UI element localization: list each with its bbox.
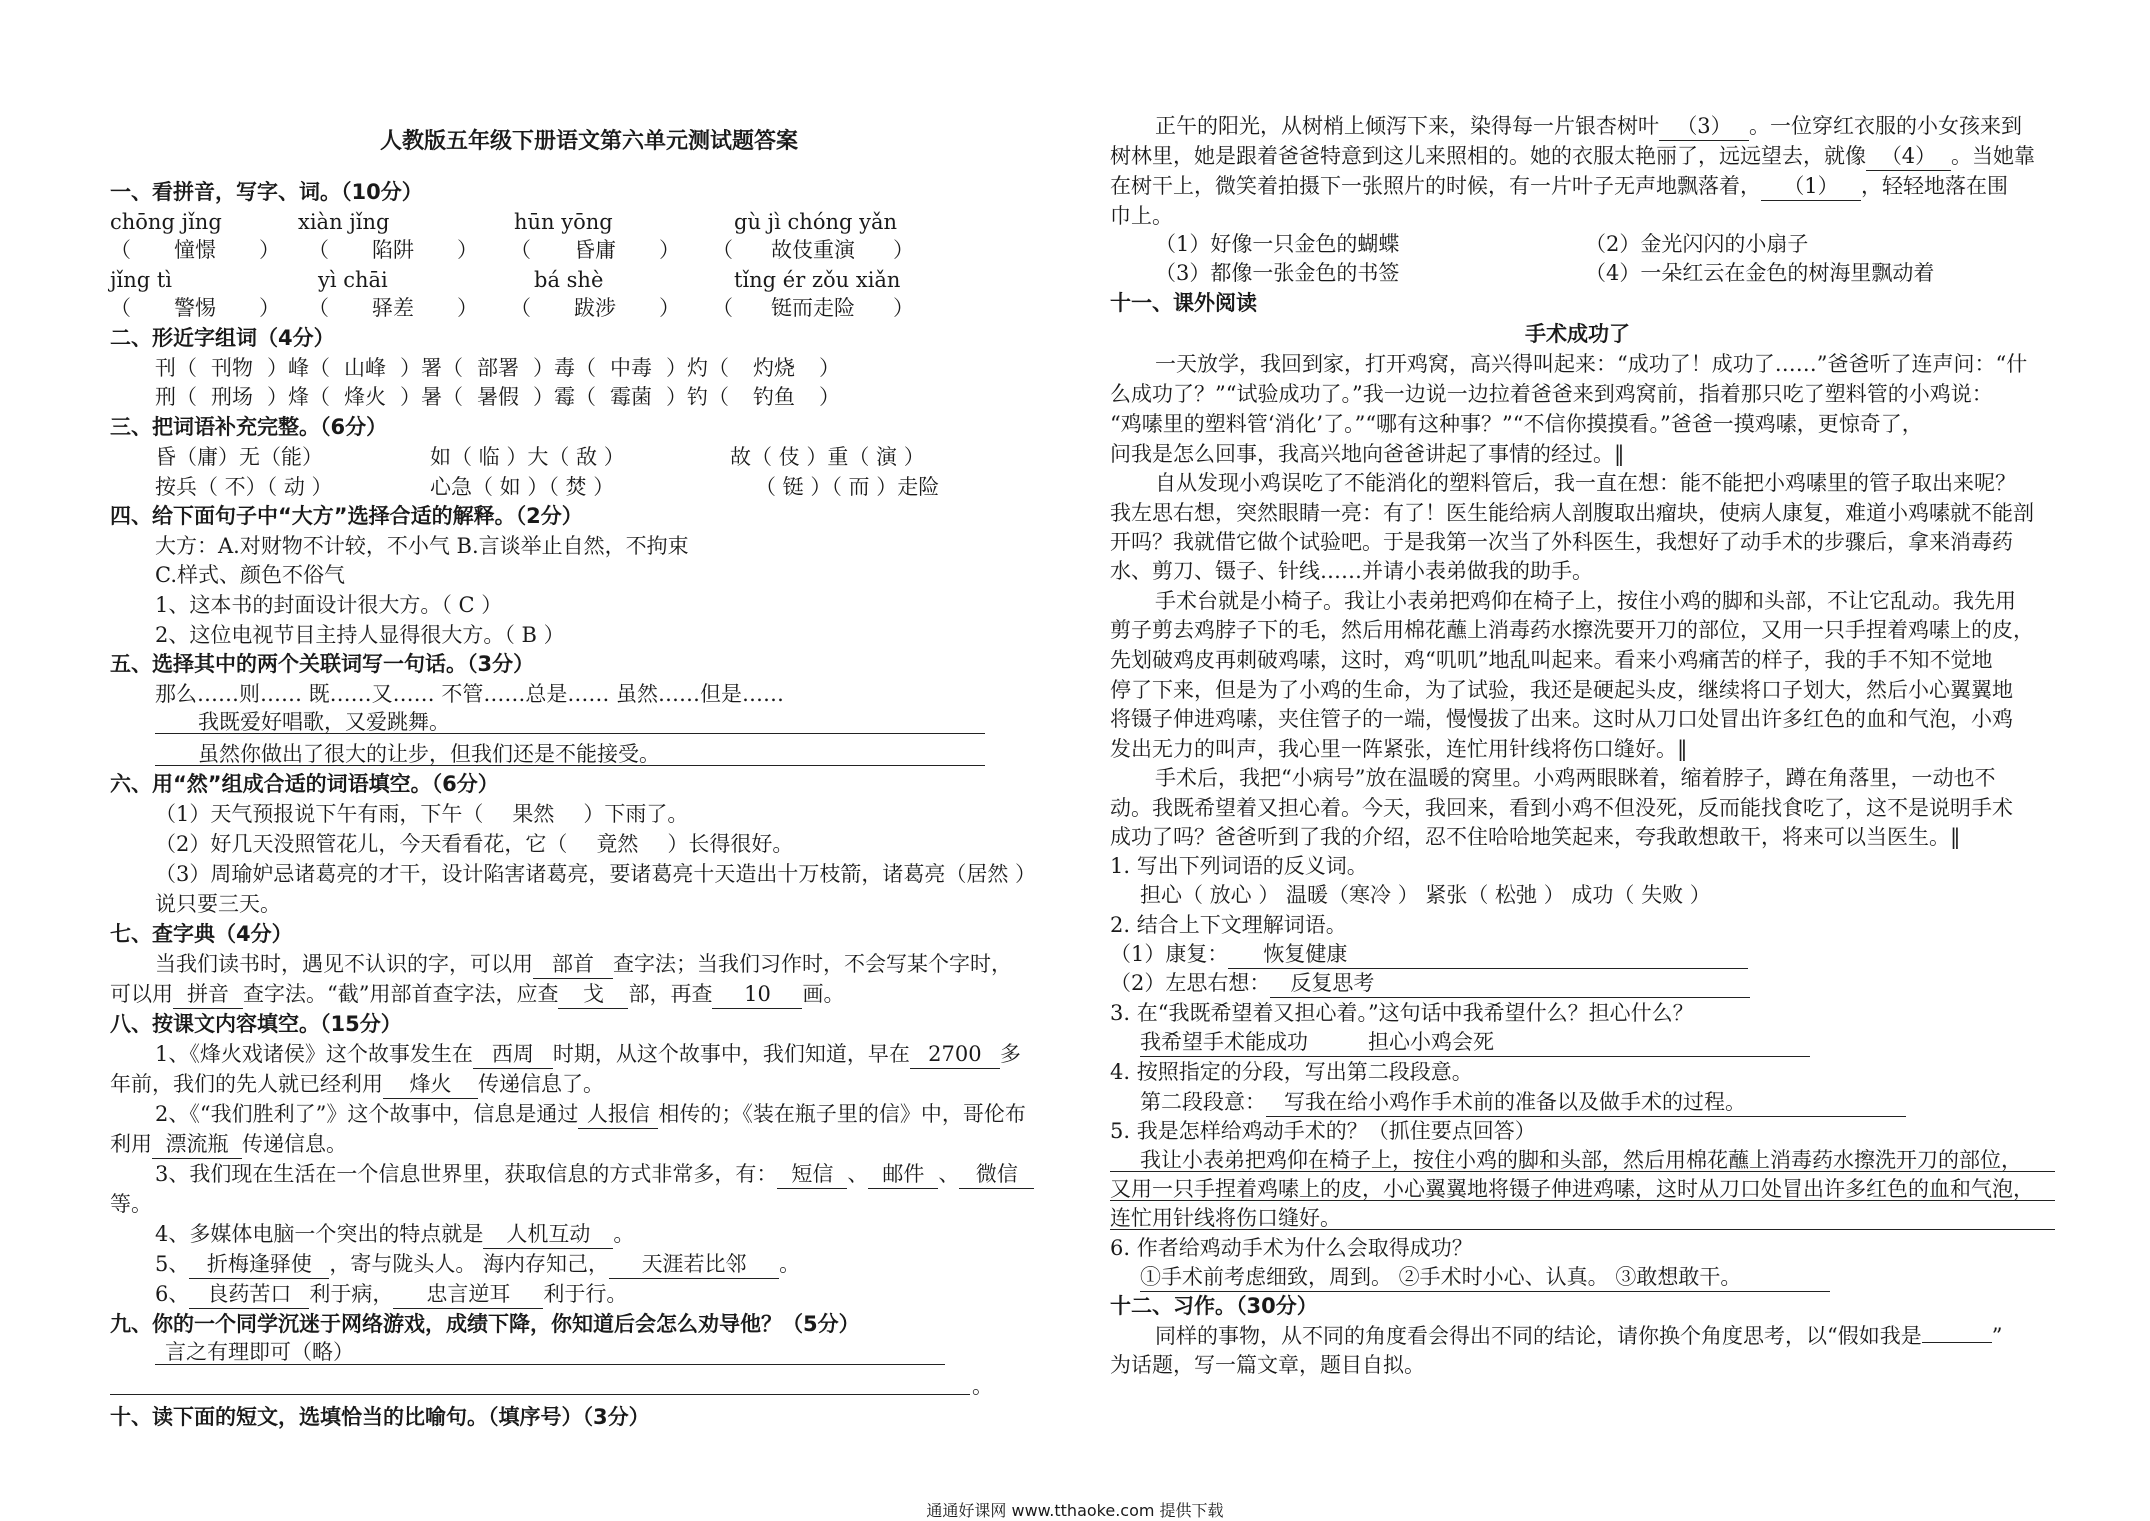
pinyin-row-1 xyxy=(110,208,897,236)
text: 可以用 xyxy=(110,982,173,1006)
fill-line xyxy=(110,1070,604,1098)
text: 1、《烽火戏诸侯》这个故事发生在 xyxy=(155,1042,473,1066)
idiom: 按兵（ 不）（ 动 ） xyxy=(155,475,333,499)
text: 正午的阳光，从树梢上倾泻下来，染得每一片银杏树叶 xyxy=(1155,114,1659,138)
idiom-row-2 xyxy=(155,473,939,501)
fill-line xyxy=(155,1220,634,1248)
passage-line xyxy=(1155,112,2022,140)
answer: 良药苦口 xyxy=(189,1280,309,1309)
footer-credit[interactable]: 通通好课网 www.tthaoke.com 提供下载 xyxy=(926,1501,1224,1520)
text: 传递信息了。 xyxy=(478,1072,604,1096)
word: 烽火 xyxy=(344,385,386,409)
answer-row-1: （ 憧憬 ） （ 陷阱 ） （ 昏庸 ） （ 故伎重演 ） xyxy=(110,238,914,262)
question: 5. 我是怎样给鸡动手术的？（抓住要点回答） xyxy=(1110,1119,1536,1143)
char: 霉 xyxy=(554,385,575,409)
option: （3）都像一张金色的书签 xyxy=(1155,261,1400,285)
text: 。 xyxy=(779,1252,801,1276)
text: 传递信息。 xyxy=(242,1132,347,1156)
answer: 恢复健康 xyxy=(1228,940,1748,969)
answer: 人机互动 xyxy=(483,1220,613,1249)
text: 4、多媒体电脑一个突出的特点就是 xyxy=(155,1222,484,1246)
answer: 驿差 xyxy=(372,296,414,320)
pinyin: bá shè xyxy=(534,268,604,292)
text: 在树干上，微笑着拍摄下一张照片的时候，有一片叶子无声地飘落着， xyxy=(1110,174,1761,198)
char: 刑 xyxy=(155,385,176,409)
section-6-heading: 六、用“然”组成合适的词语填空。（6分） xyxy=(110,772,499,796)
story-line: “鸡嗉里的塑料管‘消化’了。”“哪有这种事？”“不信你摸摸看。”爸爸一摸鸡嗉，更惊奇了， xyxy=(1110,412,1923,436)
section-3-heading: 三、把词语补充完整。（6分） xyxy=(110,415,388,439)
passage-line xyxy=(1110,142,2035,170)
word: 中毒 xyxy=(610,356,652,380)
answer: （3） xyxy=(1659,112,1749,141)
pinyin: yì chāi xyxy=(318,268,388,292)
conjunction-list: 那么……则…… 既……又…… 不管……总是…… 虽然……但是…… xyxy=(155,682,785,706)
idiom: 故（ 伎 ）重（ 演 ） xyxy=(730,445,925,469)
text: 多 xyxy=(999,1042,1021,1066)
answer: 铤而走险 xyxy=(771,296,855,320)
answer: 2700 xyxy=(910,1040,1000,1069)
text: 6、 xyxy=(155,1282,190,1306)
question xyxy=(155,830,793,858)
text: （1）康复： xyxy=(1110,942,1229,966)
text: 部，再查 xyxy=(628,982,713,1006)
text: ” xyxy=(1991,1324,2003,1348)
question: （3）周瑜妒忌诸葛亮的才干，设计陷害诸葛亮，要诸葛亮十天造出十万枝箭，诸葛亮（居然 ） xyxy=(155,862,1037,886)
option: （4）一朵红云在金色的树海里飘动着 xyxy=(1585,261,1935,285)
text: 利用 xyxy=(110,1132,152,1156)
option: （2）金光闪闪的小扇子 xyxy=(1585,232,1809,256)
section-7-heading: 七、查字典（4分） xyxy=(110,922,293,946)
question xyxy=(155,800,688,828)
fill-line: 3、我们现在生活在一个信息世界里，获取信息的方式非常多，有： 短信 、 邮件 、 微信 xyxy=(155,1160,1034,1188)
pinyin: jǐng tì xyxy=(110,268,173,292)
answer-rule xyxy=(1110,1229,2055,1230)
story-line: 我左思右想，突然眼睛一亮：有了！医生能给病人剖腹取出瘤块，使病人康复，难道小鸡嗉就不能剖 xyxy=(1110,501,2034,525)
answer-sentence: 我既爱好唱歌，又爱跳舞。 xyxy=(198,710,450,734)
answer-line: 我让小表弟把鸡仰在椅子上，按住小鸡的脚和头部，然后用棉花蘸上消毒药水擦洗开刀的部位， xyxy=(1140,1148,2022,1172)
char: 灼 xyxy=(687,356,708,380)
question-text: （2）好几天没照管花儿，今天看看花，它（ xyxy=(155,832,568,856)
story-title: 手术成功了 xyxy=(1525,322,1630,346)
section-4-heading: 四、给下面句子中“大方”选择合适的解释。（2分） xyxy=(110,504,583,528)
text: 相传的；《装在瓶子里的信》中，哥伦布 xyxy=(658,1102,1026,1126)
text: 利于行。 xyxy=(543,1282,628,1306)
answer: 昏庸 xyxy=(574,238,616,262)
answer-line xyxy=(155,733,985,734)
section-5-heading: 五、选择其中的两个关联词写一句话。（3分） xyxy=(110,652,535,676)
fill-line xyxy=(110,1130,347,1158)
question: 2、这位电视节目主持人显得很大方。（ B ） xyxy=(155,623,565,647)
answer: ①手术前考虑细致，周到。 ②手术时小心、认真。 ③敢想敢干。 xyxy=(1140,1263,1830,1292)
blank xyxy=(1922,1342,1992,1343)
antonym-answers: 担心（ 放心 ） 温暖（寒冷 ） 紧张（ 松弛 ） 成功（ 失败 ） xyxy=(1140,883,1711,907)
composition-line: 为话题，写一篇文章，题目自拟。 xyxy=(1110,1353,1425,1377)
text: 第二段段意： xyxy=(1140,1090,1266,1114)
fill-line xyxy=(1110,940,1748,968)
story-line: 一天放学，我回到家，打开鸡窝，高兴得叫起来：“成功了！成功了……”爸爸听了连声问：“什 xyxy=(1155,352,2028,376)
section-8-heading: 八、按课文内容填空。（15分） xyxy=(110,1012,402,1036)
story-line: 先划破鸡皮再刺破鸡嗉，这时，鸡“叽叽”地乱叫起来。看来小鸡痛苦的样子，我的手不知不觉地 xyxy=(1110,648,1993,672)
text: 查字法；当我们习作时，不会写某个字时， xyxy=(613,952,1012,976)
text: 2、《“我们胜利了”》这个故事中，信息是通过 xyxy=(155,1102,579,1126)
simile-options-row-2 xyxy=(1155,259,1934,287)
question-text: ）长得很好。 xyxy=(667,832,794,856)
story-line: 问我是怎么回事，我高兴地向爸爸讲起了事情的经过。‖ xyxy=(1110,442,1625,466)
text: ，寄与陇头人。 海内存知己， xyxy=(329,1252,610,1276)
period: 。 xyxy=(972,1374,993,1398)
word: 暑假 xyxy=(477,385,519,409)
char: 署 xyxy=(421,356,442,380)
section-12-heading: 十二、习作。（30分） xyxy=(1110,1294,1318,1318)
story-line: 动。我既希望着又担心着。今天，我回来，看到小鸡不但没死，反而能找食吃了，这不是说明手术 xyxy=(1110,796,2013,820)
passage-line xyxy=(1110,172,2008,200)
answer: 西周 xyxy=(473,1040,553,1069)
answer: 陷阱 xyxy=(372,238,414,262)
section-10-heading: 十、读下面的短文，选填恰当的比喻句。（填序号）（3分） xyxy=(110,1405,650,1429)
question: 1、这本书的封面设计很大方。（ C ） xyxy=(155,593,503,617)
story-line: 将镊子伸进鸡嗉，夹住管子的一端，慢慢拔了出来。这时从刀口处冒出许多红色的血和气泡，小鸡 xyxy=(1110,707,2013,731)
answer-part: 担心小鸡会死 xyxy=(1368,1030,1494,1054)
answer: 10 xyxy=(712,980,802,1009)
page-title: 人教版五年级下册语文第六单元测试题答案 xyxy=(380,129,799,154)
pinyin: xiàn jǐng xyxy=(298,210,390,234)
word: 部署 xyxy=(477,356,519,380)
answer: 微信 xyxy=(959,1160,1034,1189)
text: 。当她靠 xyxy=(1951,144,2035,168)
fill-line xyxy=(155,1250,800,1278)
idiom-row-1 xyxy=(155,443,925,471)
section-1-heading: 一、看拼音，写字、词。（10分） xyxy=(110,180,423,204)
word: 灼烧 xyxy=(753,356,795,380)
fill-line xyxy=(155,1040,1021,1068)
answer: 憧憬 xyxy=(174,238,216,262)
answer: 写我在给小鸡作手术前的准备以及做手术的过程。 xyxy=(1266,1088,1906,1117)
answer-part: 我希望手术能成功 xyxy=(1140,1030,1308,1054)
dictionary-line-2 xyxy=(110,980,844,1008)
word: 刊物 xyxy=(211,356,253,380)
story-line: 成功了吗？爸爸听到了我的介绍，忍不住哈哈地笑起来，夸我敢想敢干，将来可以当医生。‖ xyxy=(1110,825,1961,849)
story-line: 手术台就是小椅子。我让小表弟把鸡仰在椅子上，按住小鸡的脚和头部，不让它乱动。我先用 xyxy=(1155,589,2016,613)
pinyin: tǐng ér zǒu xiǎn xyxy=(734,268,901,292)
char: 暑 xyxy=(421,385,442,409)
answer: 拼音 xyxy=(173,980,243,1009)
word: 钓鱼 xyxy=(753,385,795,409)
similar-char-row-1: 刊（ 刊物 ）峰（ 山峰 ）署（ 部署 ）毒（ 中毒 ）灼（ 灼烧 ） xyxy=(155,356,840,380)
text: 画。 xyxy=(802,982,845,1006)
definitions: 大方：A.对财物不计较，不小气 B.言谈举止自然，不拘束 xyxy=(155,534,689,558)
idiom: 昏（庸）无（能） xyxy=(155,445,323,469)
text: （2）左思右想： xyxy=(1110,971,1271,995)
text: 5、 xyxy=(155,1252,190,1276)
answer: 戈 xyxy=(558,980,628,1009)
fill-line: 等。 xyxy=(110,1192,152,1216)
story-line: 么成功了？”“试验成功了。”我一边说一边拉着爸爸来到鸡窝前，指着那只吃了塑料管的小鸡说： xyxy=(1110,382,1993,406)
story-line: 停了下来，但是为了小鸡的生命，为了试验，我还是硬起头皮，继续将口子划大，然后小心翼翼地 xyxy=(1110,678,2013,702)
fill-line xyxy=(1140,1263,1830,1291)
answer-line xyxy=(110,1394,970,1395)
answer: 忠言逆耳 xyxy=(393,1280,543,1309)
story-line: 水、剪刀、镊子、针线……并请小表弟做我的助手。 xyxy=(1110,559,1593,583)
char: 钓 xyxy=(687,385,708,409)
story-line: 开吗？我就借它做个试验吧。于是我第一次当了外科医生，我想好了动手术的步骤后，拿来消毒药 xyxy=(1110,530,2013,554)
text: 3、我们现在生活在一个信息世界里，获取信息的方式非常多，有： xyxy=(155,1162,778,1186)
story-line: 自从发现小鸡误吃了不能消化的塑料管后，我一直在想：能不能把小鸡嗉里的管子取出来呢？ xyxy=(1155,471,2016,495)
answer: 人报信 xyxy=(578,1100,658,1129)
story-line: 剪子剪去鸡脖子下的毛，然后用棉花蘸上消毒药水擦洗要开刀的部位，又用一只手捏着鸡嗉上的皮， xyxy=(1110,618,2034,642)
idiom: 如（ 临 ）大（ 敌 ） xyxy=(430,445,625,469)
simile-options-row-1 xyxy=(1155,230,1808,258)
char: 烽 xyxy=(288,385,309,409)
answer-row-2: （ 警惕 ） （ 驿差 ） （ 跋涉 ） （ 铤而走险 ） xyxy=(110,296,914,320)
text: 利于病， xyxy=(309,1282,394,1306)
idiom: 心急（ 如 ）（ 焚 ） xyxy=(430,475,615,499)
fill-line xyxy=(1140,1088,1906,1116)
pinyin: chōng jǐng xyxy=(110,210,222,234)
dictionary-line-1 xyxy=(155,950,1012,978)
answer-line: 又用一只手捏着鸡嗉上的皮，小心翼翼地将镊子伸进鸡嗉，这时从刀口处冒出许多红色的血和气泡， xyxy=(1110,1177,2034,1201)
text: ，轻轻地落在围 xyxy=(1861,174,2008,198)
idiom: （ 铤 ）（ 而 ）走险 xyxy=(755,475,940,499)
section-2-heading: 二、形近字组词（4分） xyxy=(110,326,335,350)
answer: 果然 xyxy=(512,802,555,826)
answer: 反复思考 xyxy=(1270,969,1750,998)
fill-line xyxy=(155,1280,627,1308)
fill-line xyxy=(1110,969,1750,997)
answer-line xyxy=(155,1364,945,1365)
answer: 部首 xyxy=(533,950,613,979)
fill-line xyxy=(155,1100,1026,1128)
word: 山峰 xyxy=(344,356,386,380)
text: 当我们读书时，遇见不认识的字，可以用 xyxy=(155,952,533,976)
fill-line xyxy=(1140,1028,1810,1056)
pinyin: gù jì chóng yǎn xyxy=(734,210,898,234)
text: 树林里，她是跟着爸爸特意到这儿来照相的。她的衣服太艳丽了，远远望去，就像 xyxy=(1110,144,1866,168)
option: （1）好像一只金色的蝴蝶 xyxy=(1155,232,1400,256)
answer-sentence: 虽然你做出了很大的让步，但我们还是不能接受。 xyxy=(198,742,660,766)
char: 峰 xyxy=(288,356,309,380)
answer: 邮件 xyxy=(868,1160,938,1189)
question: 1. 写出下列词语的反义词。 xyxy=(1110,854,1368,878)
question: 说只要三天。 xyxy=(155,892,281,916)
text: 时期，从这个故事中，我们知道，早在 xyxy=(552,1042,910,1066)
answer-sentence: 言之有理即可（略） xyxy=(165,1340,354,1364)
text: 查字法。“截”用部首查字法，应查 xyxy=(243,982,559,1006)
answer: 短信 xyxy=(777,1160,847,1189)
answer: 漂流瓶 xyxy=(152,1130,242,1159)
answer: 竟然 xyxy=(596,832,639,856)
question: 4. 按照指定的分段，写出第二段段意。 xyxy=(1110,1060,1473,1084)
answer xyxy=(1140,1028,1810,1057)
question: 3. 在“我既希望着又担心着。”这句话中我希望什么？担心什么？ xyxy=(1110,1001,1694,1025)
question-text: （1）天气预报说下午有雨，下午（ xyxy=(155,802,484,826)
answer: （1） xyxy=(1761,172,1861,201)
similar-char-row-2: 刑（ 刑场 ）烽（ 烽火 ）暑（ 暑假 ）霉（ 霉菌 ）钓（ 钓鱼 ） xyxy=(155,385,840,409)
story-line: 发出无力的叫声，我心里一阵紧张，连忙用针线将伤口缝好。‖ xyxy=(1110,737,1688,761)
section-9-heading: 九、你的一个同学沉迷于网络游戏，成绩下降，你知道后会怎么劝导他？（5分） xyxy=(110,1312,860,1336)
composition-line xyxy=(1155,1322,2002,1350)
section-11-heading: 十一、课外阅读 xyxy=(1110,291,1257,315)
char: 刊 xyxy=(155,356,176,380)
answer: 警惕 xyxy=(174,296,216,320)
text: 。 xyxy=(613,1222,635,1246)
answer-line: 连忙用针线将伤口缝好。 xyxy=(1110,1206,1341,1230)
passage-line: 巾上。 xyxy=(1110,204,1173,228)
word: 霉菌 xyxy=(610,385,652,409)
pinyin: hūn yōng xyxy=(514,210,613,234)
answer: 烽火 xyxy=(383,1070,478,1099)
text: 年前，我们的先人就已经利用 xyxy=(110,1072,383,1096)
question: 6. 作者给鸡动手术为什么会取得成功？ xyxy=(1110,1236,1473,1260)
definition-c: C.样式、颜色不俗气 xyxy=(155,563,345,587)
answer-rule xyxy=(1110,1171,2055,1172)
char: 毒 xyxy=(554,356,575,380)
answer: 折梅逢驿使 xyxy=(189,1250,329,1279)
story-line: 手术后，我把“小病号”放在温暖的窝里。小鸡两眼眯着，缩着脖子，蹲在角落里，一动也不 xyxy=(1155,766,1996,790)
answer: 跋涉 xyxy=(574,296,616,320)
answer-line xyxy=(155,765,985,766)
answer: （4） xyxy=(1866,142,1951,171)
answer-rule xyxy=(1110,1200,2055,1201)
pinyin-row-2 xyxy=(110,266,900,294)
text: 同样的事物，从不同的角度看会得出不同的结论，请你换个角度思考，以“假如我是 xyxy=(1155,1324,1922,1348)
word: 刑场 xyxy=(211,385,253,409)
question-text: ）下雨了。 xyxy=(583,802,689,826)
question: 2. 结合上下文理解词语。 xyxy=(1110,913,1347,937)
answer: 天涯若比邻 xyxy=(609,1250,779,1279)
text: 。一位穿红衣服的小女孩来到 xyxy=(1749,114,2022,138)
answer: 故伎重演 xyxy=(771,238,855,262)
